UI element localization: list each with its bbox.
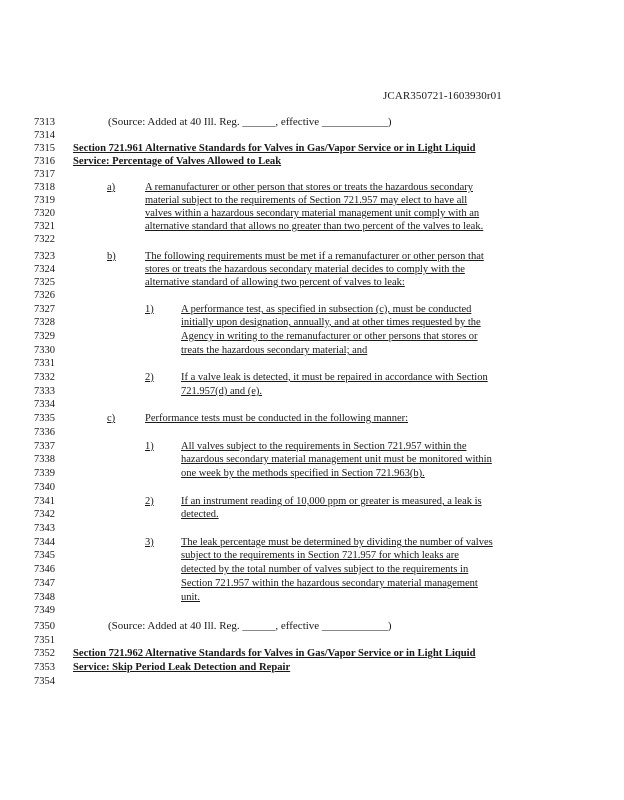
- line-number: 7329: [34, 331, 55, 342]
- item-label: 3): [145, 537, 154, 548]
- paragraph-line: material subject to the requirements of Section 721.957 may elect to have all: [145, 195, 468, 206]
- line-number: 7345: [34, 550, 55, 561]
- section-heading: Service: Skip Period Leak Detection and Repair: [73, 662, 291, 673]
- paragraph-line: A performance test, as specified in subsection (c), must be conducted: [181, 304, 472, 315]
- line-number: 7350: [34, 621, 55, 632]
- line-number: 7349: [34, 605, 55, 616]
- paragraph-line: If a valve leak is detected, it must be repaired in accordance with Section: [181, 372, 488, 383]
- line-number: 7342: [34, 509, 55, 520]
- section-heading: Section 721.961 Alternative Standards for Valves in Gas/Vapor Service or in Light Liquid: [73, 143, 476, 154]
- paragraph-line: The following requirements must be met if a remanufacturer or other person that: [145, 251, 484, 262]
- paragraph-line: Performance tests must be conducted in the following manner:: [145, 413, 409, 424]
- line-number: 7353: [34, 662, 55, 673]
- line-number: 7334: [34, 399, 55, 410]
- paragraph-line: subject to the requirements in Section 721.957 for which leaks are: [181, 550, 459, 561]
- line-number: 7348: [34, 592, 55, 603]
- line-number: 7324: [34, 264, 55, 275]
- paragraph-line: If an instrument reading of 10,000 ppm or greater is measured, a leak is: [181, 496, 482, 507]
- item-label: 1): [145, 441, 154, 452]
- line-number: 7335: [34, 413, 55, 424]
- paragraph-line: alternative standard of allowing two percent of valves to leak:: [145, 277, 405, 288]
- line-number: 7338: [34, 454, 55, 465]
- line-number: 7331: [34, 358, 55, 369]
- paragraph-line: Agency in writing to the remanufacturer or other persons that stores or: [181, 331, 478, 342]
- paragraph-line: All valves subject to the requirements in Section 721.957 within the: [181, 441, 467, 452]
- line-number: 7343: [34, 523, 55, 534]
- paragraph-line: detected.: [181, 509, 219, 520]
- subsection-label: c): [107, 413, 116, 424]
- paragraph-line: 721.957(d) and (e).: [181, 386, 263, 397]
- line-number: 7319: [34, 195, 55, 206]
- document-id: JCAR350721-1603930r01: [383, 90, 502, 102]
- subsection-label: a): [107, 182, 116, 193]
- line-number: 7326: [34, 290, 55, 301]
- line-number: 7352: [34, 648, 55, 659]
- section-heading: Section 721.962 Alternative Standards for Valves in Gas/Vapor Service or in Light Liquid: [73, 648, 476, 659]
- line-number: 7317: [34, 169, 55, 180]
- line-number: 7327: [34, 304, 55, 315]
- line-number: 7313: [34, 117, 55, 128]
- line-number: 7336: [34, 427, 55, 438]
- line-number: 7346: [34, 564, 55, 575]
- line-number: 7325: [34, 277, 55, 288]
- line-number: 7323: [34, 251, 55, 262]
- paragraph-line: valves within a hazardous secondary material management unit comply with an: [145, 208, 480, 219]
- paragraph-line: alternative standard that allows no greater than two percent of the valves to leak.: [145, 221, 484, 232]
- line-number: 7315: [34, 143, 55, 154]
- line-number: 7351: [34, 635, 55, 646]
- line-number: 7318: [34, 182, 55, 193]
- paragraph-line: initially upon designation, annually, and at other times requested by the: [181, 317, 481, 328]
- line-number: 7328: [34, 317, 55, 328]
- line-number: 7314: [34, 130, 55, 141]
- paragraph-line: A remanufacturer or other person that stores or treats the hazardous secondary: [145, 182, 473, 193]
- line-number: 7321: [34, 221, 55, 232]
- paragraph-line: one week by the methods specified in Section 721.963(b).: [181, 468, 425, 479]
- item-label: 2): [145, 372, 154, 383]
- section-heading: Service: Percentage of Valves Allowed to Leak: [73, 156, 282, 167]
- paragraph-line: hazardous secondary material management unit must be monitored within: [181, 454, 492, 465]
- paragraph-line: unit.: [181, 592, 200, 603]
- line-number: 7340: [34, 482, 55, 493]
- line-number: 7339: [34, 468, 55, 479]
- line-number: 7320: [34, 208, 55, 219]
- line-number: 7333: [34, 386, 55, 397]
- paragraph-line: The leak percentage must be determined by dividing the number of valves: [181, 537, 493, 548]
- line-number: 7344: [34, 537, 55, 548]
- line-number: 7341: [34, 496, 55, 507]
- paragraph-line: detected by the total number of valves subject to the requirements in: [181, 564, 469, 575]
- line-number: 7330: [34, 345, 55, 356]
- line-number: 7337: [34, 441, 55, 452]
- source-note: (Source: Added at 40 Ill. Reg. ______, effective ____________): [108, 620, 392, 632]
- line-number: 7316: [34, 156, 55, 167]
- source-note: (Source: Added at 40 Ill. Reg. ______, effective ____________): [108, 116, 392, 128]
- paragraph-line: treats the hazardous secondary material; and: [181, 345, 368, 356]
- line-number: 7322: [34, 234, 55, 245]
- item-label: 2): [145, 496, 154, 507]
- subsection-label: b): [107, 251, 116, 262]
- item-label: 1): [145, 304, 154, 315]
- line-number: 7347: [34, 578, 55, 589]
- line-number: 7332: [34, 372, 55, 383]
- paragraph-line: Section 721.957 within the hazardous secondary material management: [181, 578, 478, 589]
- line-number: 7354: [34, 676, 55, 687]
- paragraph-line: stores or treats the hazardous secondary material decides to comply with the: [145, 264, 465, 275]
